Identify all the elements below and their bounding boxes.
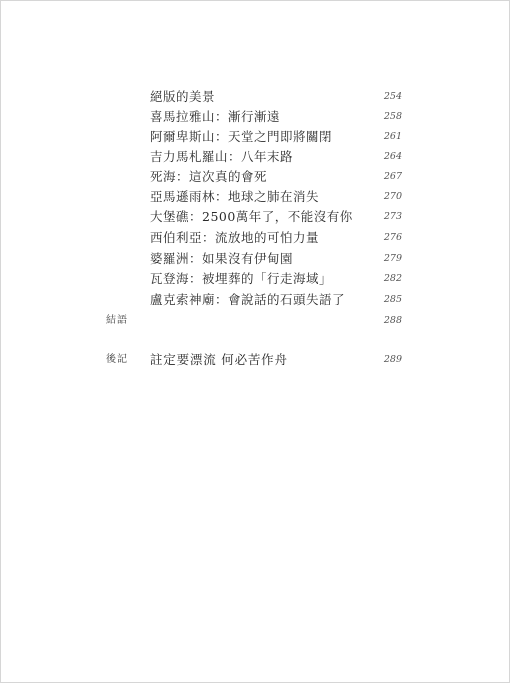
toc-entry-title: 吉力馬札羅山：八年末路 xyxy=(150,149,294,164)
toc-entry-page: 258 xyxy=(383,111,402,122)
toc-entry[interactable] xyxy=(0,127,510,147)
toc-entry-title: 西伯利亞：流放地的可怕力量 xyxy=(150,230,320,245)
toc-entry-page: 270 xyxy=(383,191,402,202)
toc-afterword[interactable] xyxy=(0,350,510,370)
toc-entry-page: 276 xyxy=(383,232,402,243)
toc-entry-title: 婆羅洲：如果沒有伊甸園 xyxy=(150,251,294,266)
conclusion-label: 結語 xyxy=(106,315,128,326)
toc-entry[interactable] xyxy=(0,187,510,207)
toc-conclusion[interactable] xyxy=(0,311,510,331)
afterword-page: 289 xyxy=(383,354,402,365)
toc-entry-page: 254 xyxy=(383,91,402,102)
toc-entry-page: 273 xyxy=(383,211,402,222)
toc-entry-title: 大堡礁：2500萬年了，不能沒有你 xyxy=(150,209,353,224)
toc-entry-title: 阿爾卑斯山：天堂之門即將關閉 xyxy=(150,129,333,144)
toc-entry-page: 267 xyxy=(383,171,402,182)
toc-entry-page: 285 xyxy=(383,294,402,305)
conclusion-page: 288 xyxy=(383,315,402,326)
toc-entry[interactable] xyxy=(0,167,510,187)
afterword-title: 註定要漂流 何必苦作舟 xyxy=(150,352,288,367)
toc-entry-title: 死海：這次真的會死 xyxy=(150,169,268,184)
toc-entry[interactable] xyxy=(0,249,510,269)
toc-entry-title: 瓦登海：被埋葬的「行走海域」 xyxy=(150,271,333,286)
toc-entry[interactable] xyxy=(0,269,510,289)
toc-entry[interactable] xyxy=(0,107,510,127)
toc-entry-page: 282 xyxy=(383,273,402,284)
toc-entry-page: 264 xyxy=(383,151,402,162)
toc-entry[interactable] xyxy=(0,87,510,107)
toc-entry-title: 盧克索神廟：會說話的石頭失語了 xyxy=(150,292,346,307)
toc-entry-title: 絕版的美景 xyxy=(150,89,216,104)
afterword-label: 後記 xyxy=(106,354,128,365)
toc-entry-title: 喜馬拉雅山：漸行漸遠 xyxy=(150,109,281,124)
toc-entry[interactable] xyxy=(0,228,510,248)
toc-entry-page: 261 xyxy=(383,131,402,142)
toc-entry[interactable] xyxy=(0,147,510,167)
toc-entry-page: 279 xyxy=(383,253,402,264)
toc-entry[interactable] xyxy=(0,290,510,310)
toc-entry[interactable] xyxy=(0,207,510,227)
toc-entry-title: 亞馬遜雨林：地球之肺在消失 xyxy=(150,189,320,204)
